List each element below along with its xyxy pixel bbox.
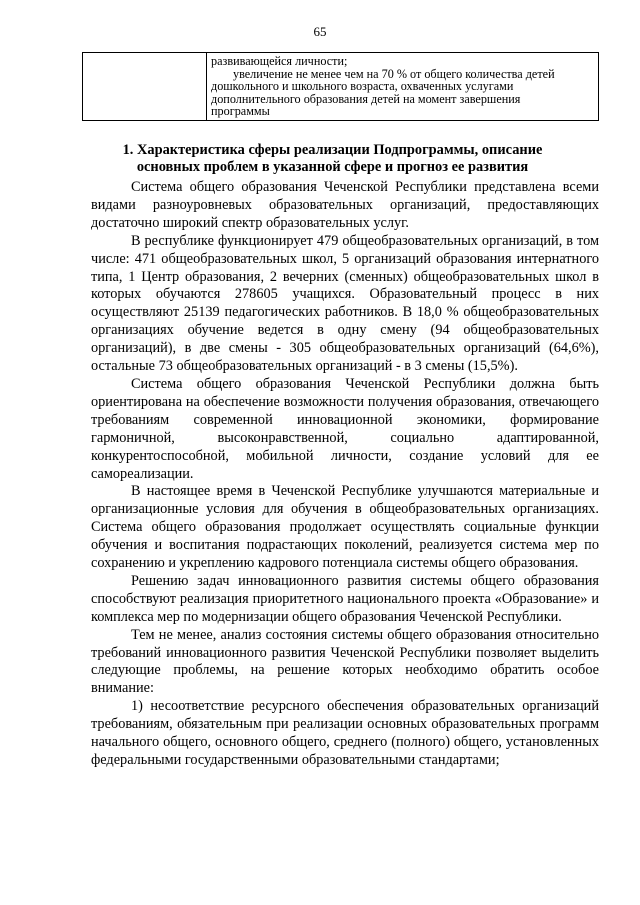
- table-cell-line: увеличение не менее чем на 70 % от общего количества детей: [233, 66, 555, 81]
- section-heading: [95, 142, 570, 176]
- table-cell-line: дошкольного и школьного возраста, охваченных услугами: [211, 79, 514, 93]
- paragraph: 1) несоответствие ресурсного обеспечения образовательных организаций требованиям, обязательным при реализации основных образовательных программ начального общего, основного общего, среднего (полного) общего, установленных федеральными государственными образовательными стандартами;: [91, 698, 599, 768]
- paragraph: В республике функционирует 479 общеобразовательных организаций, в том числе: 471 общеобразовательных школ, 5 организаций образования интернатного типа, 1 Центр образования, 2 вечерних (сменных) общеобразовательных школ в которых обучаются 278605 учащихся. Образовательный процесс в них осуществляют 25139 педагогических работников. В 18,0 % общеобразовательных организациях обучение ведется в одну смену (94 общеобразовательных организаций), в две смены - 305 общеобразовательных организаций (64,6%), остальные 73 общеобразовательных организаций - в 3 смены (15,5%).: [91, 232, 599, 375]
- paragraph: Система общего образования Чеченской Республики должна быть ориентирована на обеспечение возможности получения образования, отвечающего требованиям современной инновационной экономики, формирование гармоничной, высоконравственной, социально адаптированной, конкурентоспособной, мобильной личности, создание условий для ее самореализации.: [91, 375, 599, 482]
- paragraph: Система общего образования Чеченской Республики представлена всеми видами разноуровневых образовательных организаций, предоставляющих достаточно широкий спектр образовательных услуг.: [91, 179, 599, 231]
- body-text: [91, 179, 599, 770]
- section-heading-line: 1. Характеристика сферы реализации Подпрограммы, описание: [122, 142, 543, 158]
- paragraph: В настоящее время в Чеченской Республике улучшаются материальные и организационные условия для обучения в общеобразовательных организациях. Система общего образования продолжает осуществлять социальные функции обучения и воспитания подрастающих поколений, реализуется система мер по сохранению и укреплению кадрового потенциала системы общего образования.: [91, 483, 599, 572]
- section-heading-line: основных проблем в указанной сфере и прогноз ее развития: [136, 159, 529, 175]
- table-cell-line: развивающейся личности;: [211, 54, 348, 68]
- table-left-cell: [83, 53, 207, 121]
- table-row: [83, 53, 599, 121]
- page-number: 65: [313, 24, 327, 39]
- table-cell-line: дополнительного образования детей на момент завершения: [211, 91, 521, 106]
- paragraph: Тем не менее, анализ состояния системы общего образования относительно требований инновационного развития Чеченской Республики позволяет выделить следующие проблемы, на решение которых необходимо обратить особое внимание:: [91, 626, 599, 697]
- table-right-cell: [207, 53, 599, 121]
- table-cell-line: программы: [211, 104, 270, 118]
- continuation-table: [82, 52, 599, 121]
- paragraph: Решению задач инновационного развития системы общего образования способствуют реализация приоритетного национального проекта «Образование» и комплекса мер по модернизации общего образования Чеченской Республики.: [91, 572, 599, 625]
